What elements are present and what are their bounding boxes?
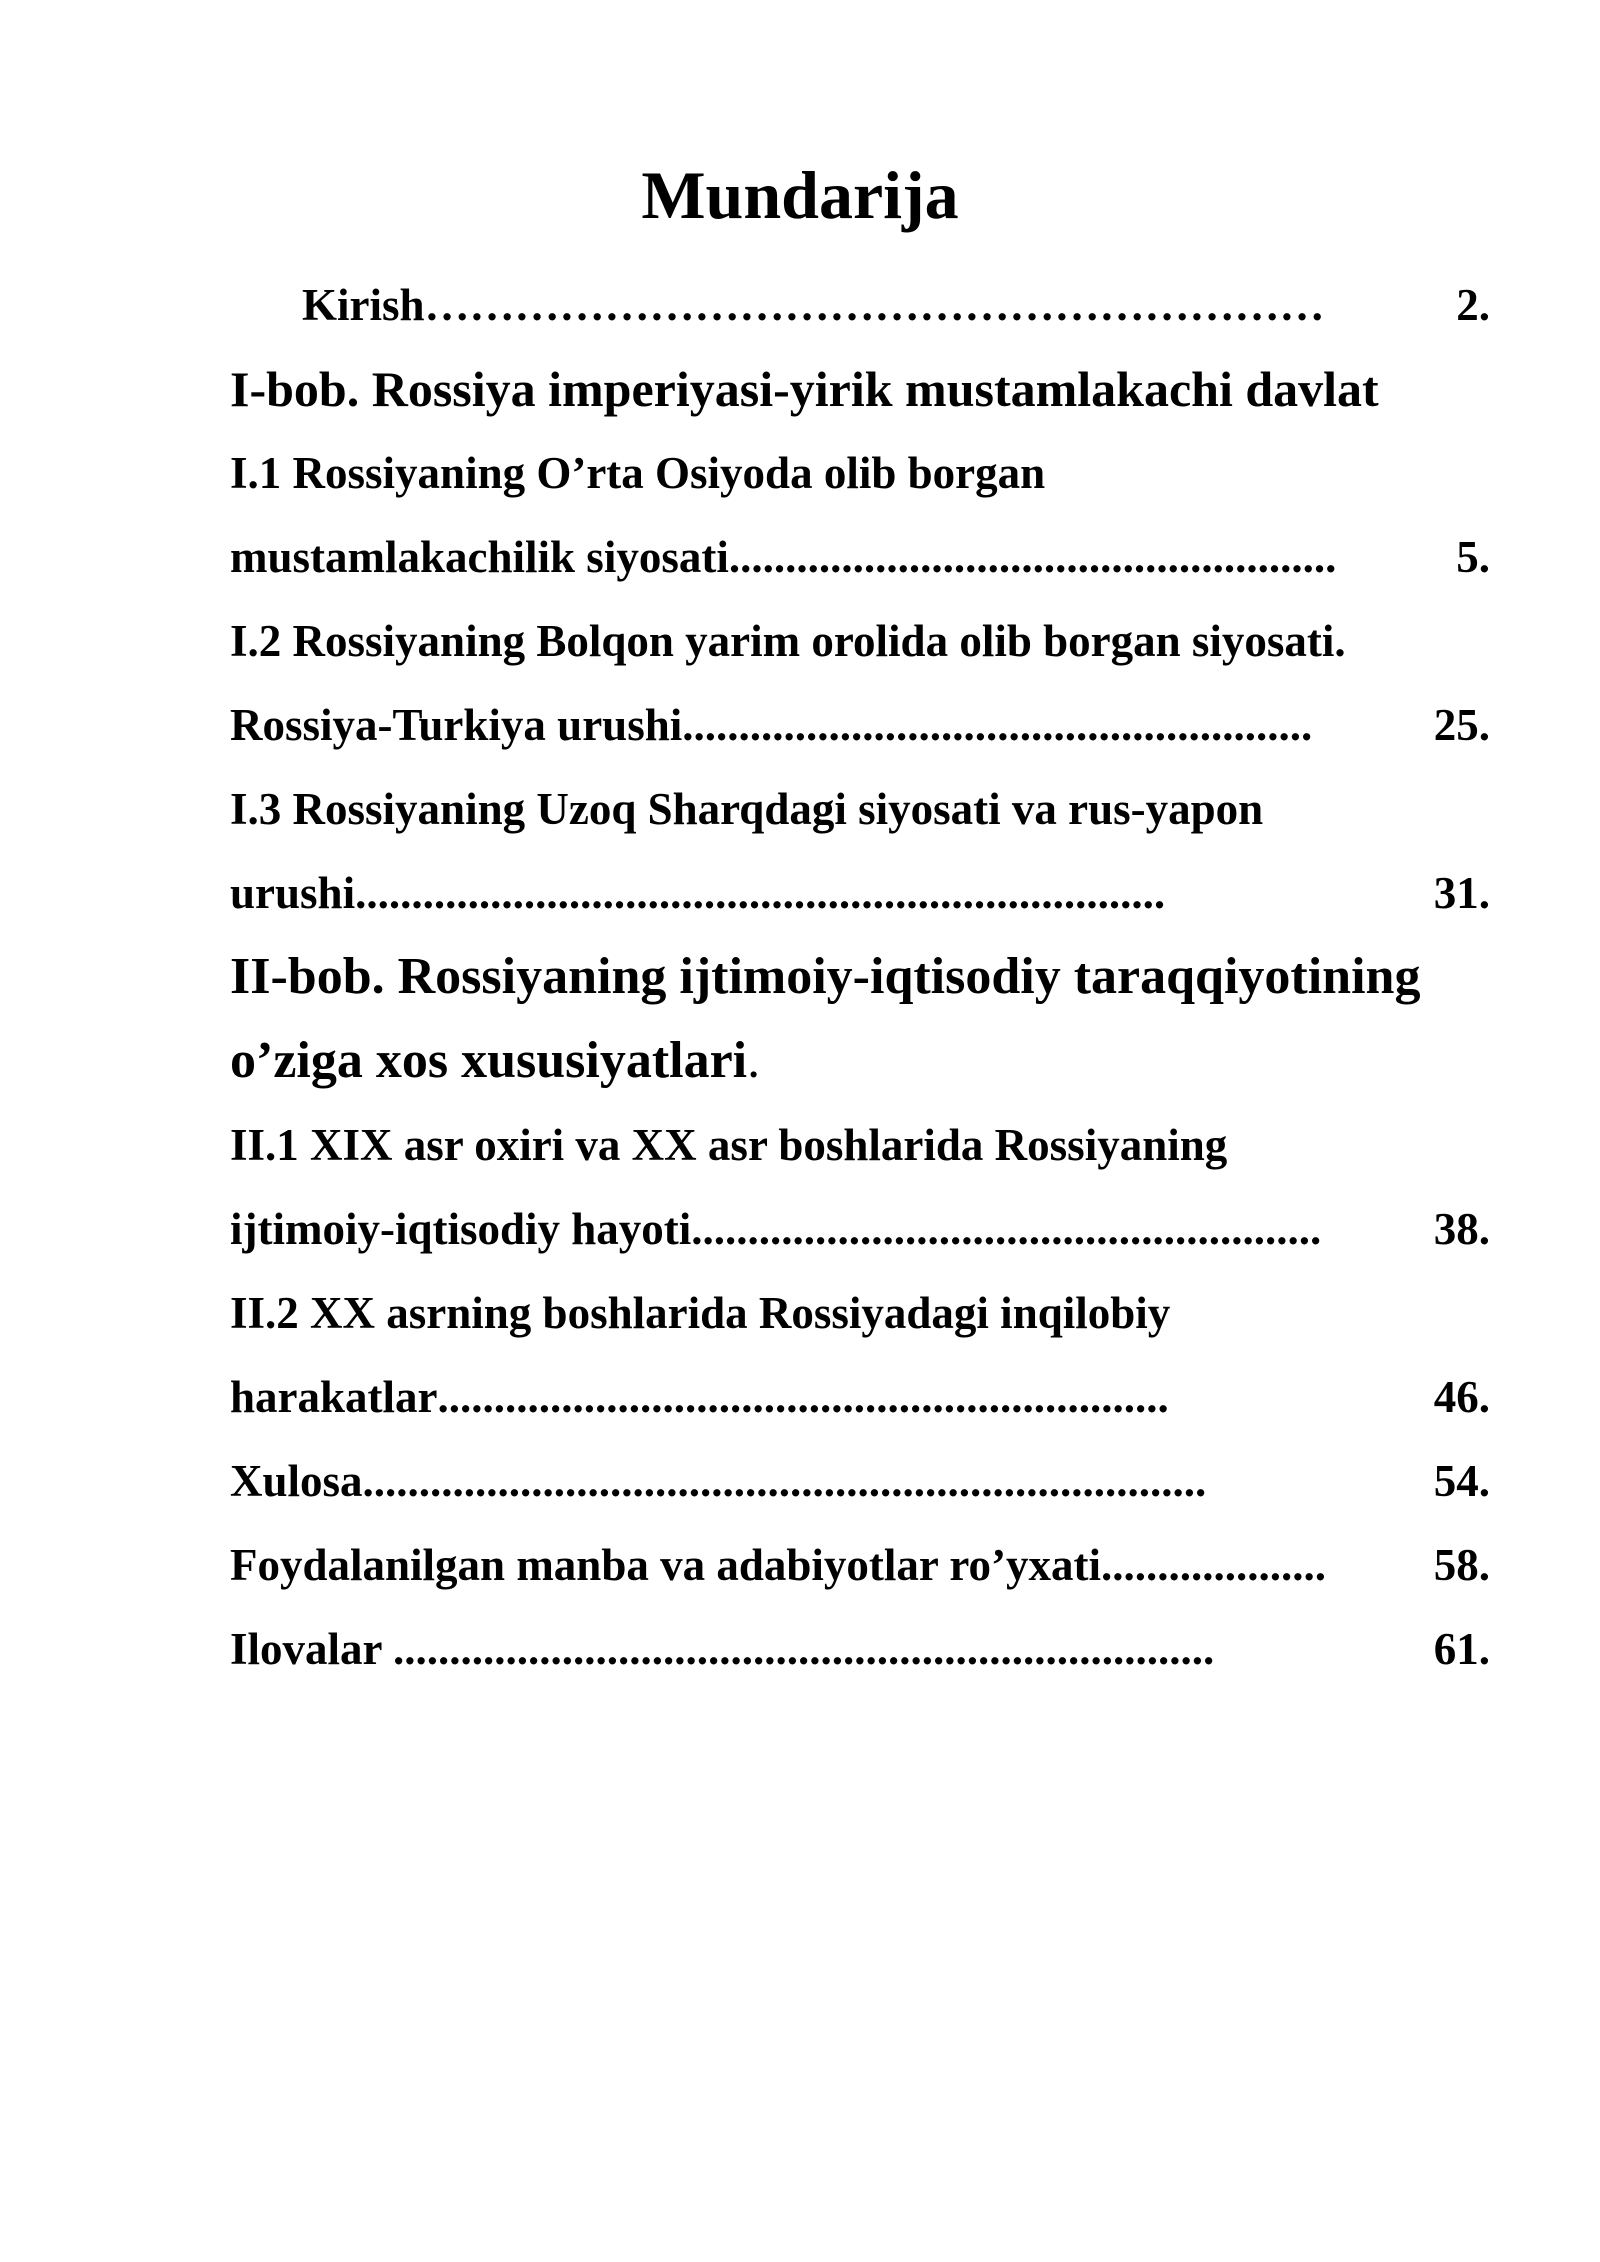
toc-page-number: 46. [1433,1372,1490,1422]
toc-leader: ...................................................... [728,532,1337,582]
toc-entry-bibliography[interactable] [230,1523,1490,1607]
toc-leader: ........................................................................... [362,1456,1207,1506]
toc-entry-text: Ilovalar [230,1624,393,1674]
toc-page-number: 25. [1433,700,1490,750]
toc-leader: ................................................................. [437,1372,1169,1422]
toc-entry-text: mustamlakachilik siyosati [230,532,729,582]
toc-chapter-1-heading[interactable] [230,347,1490,431]
toc-entry-text: II.1 XIX asr oxiri va XX asr boshlarida Rossiyaning [230,1120,1228,1170]
toc-section-2-2-line-1[interactable] [230,1271,1490,1355]
toc-trailing-period: . [747,1032,761,1089]
toc-entry-text: Xulosa [230,1456,363,1506]
toc-chapter-2-heading-line-1[interactable] [230,935,1490,1019]
toc-entry-text: I-bob. Rossiya imperiyasi-yirik mustamlakachi davlat [230,361,1379,417]
toc-entry-text: o’ziga xos xususiyatlari [230,1032,748,1089]
toc-section-1-2-line-2[interactable] [230,683,1490,767]
toc-section-1-1-line-2[interactable] [230,515,1490,599]
toc-section-2-1-line-1[interactable] [230,1103,1490,1187]
toc-entry-text: I.2 Rossiyaning Bolqon yarim orolida olib borgan siyosati. [230,616,1346,666]
toc-entry-text: harakatlar [230,1372,438,1422]
toc-section-1-2-line-1[interactable] [230,599,1490,683]
toc-leader: ........................................................ [691,1204,1322,1254]
toc-entry-text: urushi [230,868,356,918]
toc-entry-text: Foydalanilgan manba va adabiyotlar ro’yxati [230,1540,1101,1590]
toc-section-1-1-line-1[interactable] [230,431,1490,515]
page-title: Mundarija [641,157,959,233]
toc-leader: .................... [1100,1540,1326,1590]
toc-page-number: 54. [1433,1456,1490,1506]
toc-section-2-2-line-2[interactable] [230,1355,1490,1439]
toc-page-number: 5. [1456,532,1490,582]
toc-entry-text: II.2 XX asrning boshlarida Rossiyadagi inqilobiy [230,1288,1171,1338]
toc-entry-xulosa[interactable] [230,1439,1490,1523]
toc-leader: ......................................................................... [392,1624,1215,1674]
toc-leader: …………………………………………………… [424,280,1325,330]
toc-chapter-2-heading-line-2[interactable] [230,1019,1490,1103]
toc-page-number: 58. [1433,1540,1490,1590]
toc-entry-text: I.3 Rossiyaning Uzoq Sharqdagi siyosati va rus-yapon [230,784,1264,834]
toc-entry-text: II-bob. Rossiyaning ijtimoiy-iqtisodiy taraqqiyotining [230,948,1421,1005]
toc-entry-text: ijtimoiy-iqtisodiy hayoti [230,1204,692,1254]
toc-page-number: 31. [1433,868,1490,918]
toc-entry-text: Rossiya-Turkiya urushi [230,700,683,750]
toc-page-number: 61. [1433,1624,1490,1674]
toc-leader: ........................................................................ [355,868,1166,918]
toc-entry-text: Kirish [302,280,425,330]
toc-section-1-3-line-1[interactable] [230,767,1490,851]
toc-section-2-1-line-2[interactable] [230,1187,1490,1271]
toc-entry-kirish[interactable] [230,263,1490,347]
table-of-contents [230,263,1490,1691]
toc-section-1-3-line-2[interactable] [230,851,1490,935]
toc-leader: ........................................................ [682,700,1313,750]
toc-entry-appendices[interactable] [230,1607,1490,1691]
toc-page-number: 38. [1433,1204,1490,1254]
toc-page-number: 2. [1456,280,1490,330]
toc-entry-text: I.1 Rossiyaning O’rta Osiyoda olib borgan [230,448,1046,498]
